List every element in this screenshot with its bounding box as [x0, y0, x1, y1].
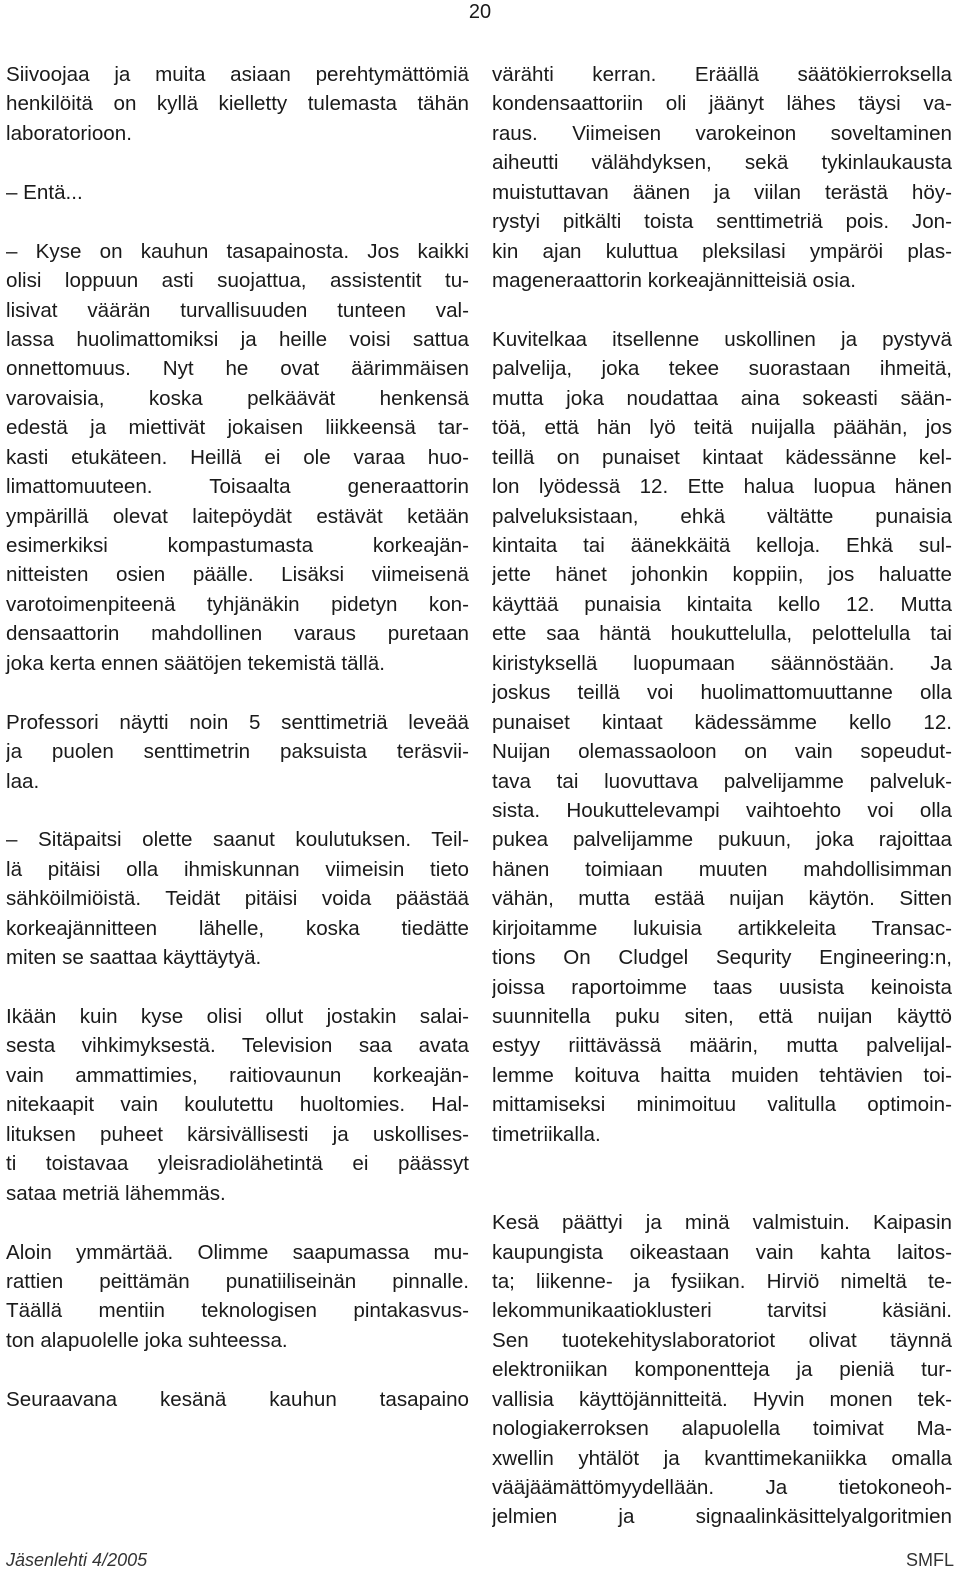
text-line: joskus teillä voi huolimattomuuttanne olla: [492, 681, 952, 705]
text-line: esimerkiksi kompastumasta korkeajän-: [6, 534, 469, 557]
text-line: laboratorioon.: [6, 121, 132, 145]
text-line: vääjäämättömyydellään. Ja tietokoneoh-: [492, 1476, 952, 1499]
text-line: lekommunikaatioklusteri tarvitsi käsiäni.: [492, 1299, 952, 1323]
text-line: ta; liikenne- ja fysiikan. Hirviö nimeltä te-: [492, 1269, 952, 1293]
text-line: laa.: [6, 769, 40, 793]
text-line: – Sitäpaitsi olette saanut koulutuksen. Teil-: [6, 828, 469, 852]
footer-publisher: SMFL: [905, 1550, 954, 1570]
text-line: nitekaapit vain koulutettu huoltomies. Hal-: [6, 1093, 469, 1117]
text-line: onnettomuus. Nyt he ovat äärimmäisen: [6, 357, 469, 381]
text-line: Ikään kuin kyse olisi ollut jostakin salai-: [6, 1005, 469, 1028]
text-line: kondensaattoriin oli jäänyt lähes täysi va-: [492, 92, 952, 116]
text-line: rattien peittämän punatiiliseinän pinnalle.: [6, 1269, 469, 1293]
paragraph-gap: [6, 148, 469, 177]
paragraph-gap: [6, 207, 469, 236]
text-line: henkilöitä on kyllä kielletty tulemasta tähän: [6, 92, 469, 116]
text-line: Siivoojaa ja muita asiaan perehtymättömiä: [6, 63, 469, 86]
text-line: mageneraattorin korkeajännitteisiä osia.: [492, 269, 857, 293]
text-line: Täällä mentiin teknologisen pintakasvus-: [6, 1299, 469, 1323]
text-line: edestä ja miettivät jokaisen liikkeensä tar-: [6, 416, 469, 440]
text-line: sista. Houkuttelevampi vaihtoehto voi olla: [492, 798, 952, 822]
page-number: 20: [468, 1, 492, 23]
text-line: teillä on punaiset kintaat kädessänne kel-: [492, 445, 952, 469]
text-line: palvelija, joka tekee suorastaan ihmeitä,: [492, 357, 952, 381]
text-line: mittamiseksi minimoituu valitulla optimoin-: [492, 1093, 952, 1117]
footer-publication: Jäsenlehti 4/2005: [6, 1550, 148, 1570]
text-line: pukea palvelijamme pukuun, joka rajoittaa: [492, 828, 952, 852]
text-line: estyy riittävässä määrin, mutta palvelijal-: [492, 1034, 952, 1058]
text-line: kasti etukäteen. Heillä ei ole varaa huo-: [6, 445, 469, 469]
text-line: timetriikalla.: [492, 1122, 601, 1146]
paragraph-gap: [6, 796, 469, 825]
text-line: vähän, mutta estää nuijan käytön. Sitten: [492, 887, 952, 911]
text-line: korkeajännitteen lähelle, koska tiedätte: [6, 916, 469, 940]
text-line: tions On Cludgel Sequrity Engineering:n,: [492, 946, 952, 970]
text-line: ton alapuolelle joka suhteessa.: [6, 1328, 288, 1352]
text-line: ja puolen senttimetrin paksuista teräsvii-: [6, 740, 469, 764]
text-line: punaiset kintaat kädessämme kello 12.: [492, 710, 952, 734]
text-line: miten se saattaa käyttäytyä.: [6, 946, 262, 970]
text-line: limattomuuteen. Toisaalta generaattorin: [6, 475, 469, 499]
text-line: lisivat väärän turvallisuuden tunteen val-: [6, 298, 469, 322]
text-line: elektroniikan komponentteja ja pieniä tur-: [492, 1358, 952, 1382]
text-line: jelmien ja signaalinkäsittelyalgoritmien: [492, 1505, 952, 1529]
article-column-right: [492, 60, 952, 1532]
text-line: joissa raportoimme taas uusista keinoista: [492, 975, 952, 999]
text-line: densaattorin mahdollinen varaus puretaan: [6, 622, 469, 646]
text-line: kiristyksellä luopumaan säännöstään. Ja: [492, 651, 952, 675]
text-line: olisi loppuun asti suojattua, assistentit tu-: [6, 269, 469, 293]
text-line: tava tai luovuttava palvelijamme palveluk-: [492, 769, 952, 793]
text-line: aiheutti välähdyksen, sekä tykinlaukausta: [492, 151, 952, 175]
text-line: Professori näytti noin 5 senttimetriä leveää: [6, 710, 469, 734]
text-line: lituksen puheet kärsivällisesti ja uskollises-: [6, 1122, 469, 1146]
text-line: Seuraavana kesänä kauhun tasapaino: [6, 1387, 469, 1411]
text-line: lä pitäisi olla ihmiskunnan viimeisin tieto: [6, 857, 469, 881]
text-line: nologiakerroksen alapuolella toimivat Ma-: [492, 1417, 952, 1441]
text-line: vain ammattimies, raitiovaunun korkeajän-: [6, 1063, 469, 1087]
text-line: Kuvitelkaa itsellenne uskollinen ja pystyvä: [492, 327, 952, 351]
text-line: palveluksistaan, ehkä vältätte punaisia: [492, 504, 952, 528]
text-line: ti toistavaa yleisradiolähetintä ei päässyt: [6, 1152, 469, 1176]
text-line: töä, että hän lyö teitä nuijalla päähän, jos: [492, 416, 952, 440]
text-line: vallisia käyttöjännitteitä. Hyvin monen tek-: [492, 1387, 952, 1411]
text-line: nitteisten osien päälle. Lisäksi viimeisenä: [6, 563, 469, 587]
text-line: hänen toimiaan muuten mahdollisimman: [492, 857, 952, 881]
text-line: raus. Viimeisen varokeinon soveltaminen: [492, 121, 952, 145]
text-line: lemme koituva haitta muiden tehtävien toi-: [492, 1063, 952, 1087]
text-line: Nuijan olemassaoloon on vain sopeudut-: [492, 740, 952, 764]
text-line: rystyi pitkälti toista senttimetriä pois. Jon-: [492, 210, 952, 234]
text-line: joka kerta ennen säätöjen tekemistä tällä.: [6, 651, 385, 675]
text-line: lon lyödessä 12. Ette halua luopua hänen: [492, 475, 952, 499]
paragraph-gap: [6, 1355, 469, 1384]
paragraph-gap: [6, 973, 469, 1002]
text-line: sataa metriä lähemmäs.: [6, 1181, 226, 1205]
text-line: suunnitella puku siten, että nuijan käyttö: [492, 1005, 952, 1028]
text-line: varotoimenpiteenä tyhjänäkin pidetyn kon-: [6, 592, 469, 616]
text-line: kin ajan kuluttua pleksilasi ympäröi plas-: [492, 239, 952, 263]
text-line: käyttää punaisia kintaita kello 12. Mutta: [492, 592, 952, 616]
text-line: ympärillä olevat laitepöydät estävät ketään: [6, 504, 469, 528]
text-line: värähti kerran. Eräällä säätökierroksella: [492, 63, 952, 86]
text-line: lassa huolimattomiksi ja heille voisi sattua: [6, 327, 469, 351]
text-line: kaupungista oikeastaan vain kahta laitos-: [492, 1240, 952, 1264]
text-line: sähköilmiöistä. Teidät pitäisi voida päästää: [6, 887, 469, 911]
text-line: Kesä päättyi ja minä valmistuin. Kaipasin: [492, 1211, 952, 1235]
text-line: kirjoitamme lukuisia artikkeleita Transac-: [492, 916, 952, 940]
article-column-left: [6, 60, 469, 1414]
paragraph-gap: [492, 296, 952, 325]
text-line: xwellin yhtälöt ja kvanttimekaniikka omalla: [492, 1446, 952, 1470]
text-line: – Entä...: [6, 180, 83, 204]
text-line: muistuttavan äänen ja viilan terästä höy-: [492, 180, 952, 204]
text-line: – Kyse on kauhun tasapainosta. Jos kaikki: [6, 239, 469, 263]
paragraph-gap: [492, 1179, 952, 1208]
paragraph-gap: [6, 1208, 469, 1237]
paragraph-gap: [492, 1149, 952, 1178]
text-line: Sen tuotekehityslaboratoriot olivat täynnä: [492, 1328, 952, 1352]
text-line: kintaita tai äänekkäitä kelloja. Ehkä sul-: [492, 534, 952, 557]
text-line: jette hänet johonkin koppiin, jos haluatte: [492, 563, 952, 587]
text-line: ette saa häntä houkuttelulla, pelottelulla tai: [492, 622, 952, 646]
text-line: Aloin ymmärtää. Olimme saapumassa mu-: [6, 1240, 469, 1264]
paragraph-gap: [6, 678, 469, 707]
text-line: varovaisia, koska pelkäävät henkensä: [6, 386, 469, 410]
text-line: mutta joka noudattaa aina sokeasti sään-: [492, 386, 952, 410]
text-line: sesta vihkimyksestä. Television saa avata: [6, 1034, 469, 1058]
